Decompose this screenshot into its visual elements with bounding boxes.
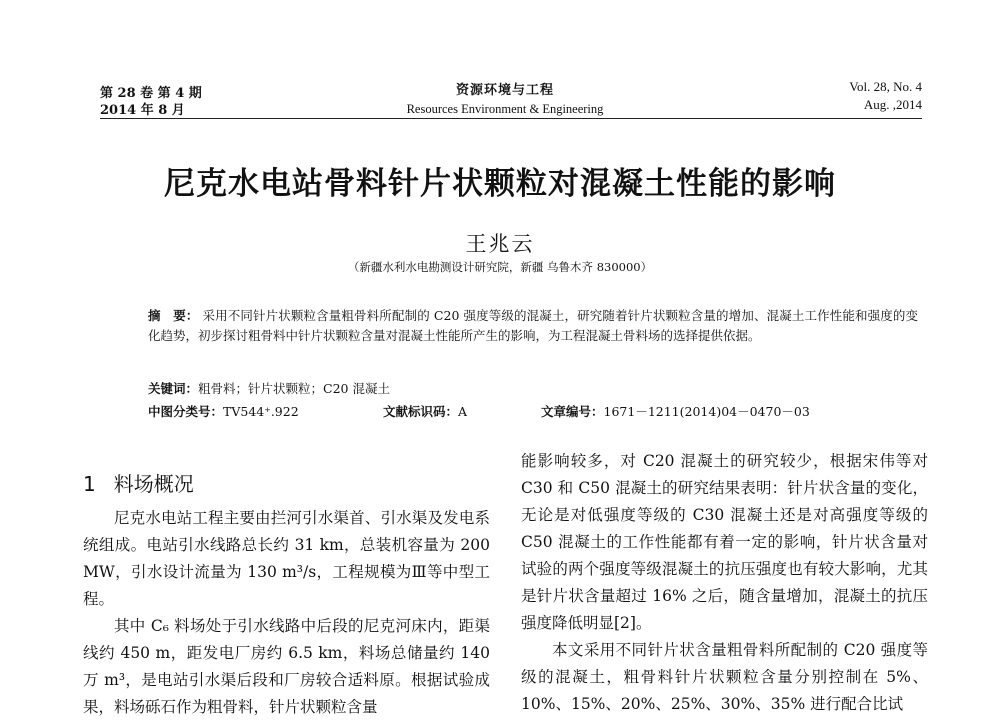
- date-en: Aug. ,2014: [863, 97, 922, 112]
- doc-code-label: 文献标识码：: [383, 404, 459, 419]
- paragraph: 其中 C₆ 料场处于引水线路中后段的尼克河床内，距渠线约 450 m，距发电厂房约 6.5 km，料场总储量约 140 万 m³，是电站引水渠后段和厂房较合适料原。根据试验成果，料场砾石作为粗骨料，针片状颗粒含量: [83, 617, 490, 716]
- abstract-text: 采用不同针片状颗粒含量粗骨料所配制的 C20 强度等级的混凝土，研究随着针片状颗粒含量的增加、混凝土工作性能和强度的变化趋势，初步探讨粗骨料中针片状颗粒含量对混凝土性能所产生的影响，为工程混凝土骨料场的选择提供依据。: [148, 308, 918, 343]
- keywords-label: 关键词：: [148, 381, 199, 396]
- clc-label: 中图分类号：: [148, 404, 224, 419]
- section-title: 料场概况: [113, 472, 194, 496]
- doc-code-value: A: [458, 404, 468, 419]
- paragraph: 能影响较多，对 C20 混凝土的研究较少，根据宋伟等对 C30 和 C50 混凝土的研究结果表明：针片状含量的变化，无论是对低强度等级的 C30 混凝土还是对高强度等级的 C50 混凝土的工作性能都有着一定的影响，针片状含量对试验的两个强度等级混凝土的抗压强度也有较大影响，尤其是针片状含量超过 16% 之后，随含量增加，混凝土的抗压强度降低明显[2]。: [521, 452, 928, 632]
- abstract: [148, 306, 918, 346]
- keywords-text: 粗骨料；针片状颗粒；C20 混凝土: [198, 381, 390, 396]
- article-no-label: 文章编号：: [541, 404, 604, 419]
- author-affiliation: （新疆水利水电勘测设计研究院，新疆 乌鲁木齐 830000）: [347, 260, 653, 274]
- paragraph: 本文采用不同针片状含量粗骨料所配制的 C20 强度等级的混凝土，粗骨料针片状颗粒含量分别控制在 5%、10%、15%、20%、25%、30%、35% 进行配合比试: [521, 641, 928, 713]
- article-number: [541, 402, 810, 420]
- clc-number: [148, 402, 299, 420]
- issue-info-en: [800, 78, 922, 114]
- volume-en: Vol. 28, No. 4: [849, 79, 922, 94]
- keywords: [148, 379, 390, 397]
- issue-volume: 第 28 卷 第 4 期: [100, 86, 202, 101]
- right-column: [521, 448, 928, 718]
- header-rule: [100, 118, 922, 119]
- journal-name-cn: 资源环境与工程: [455, 83, 554, 98]
- article-no-value: 1671－1211(2014)04－0470－03: [603, 404, 810, 419]
- journal-name-en: Resources Environment & Engineering: [406, 102, 604, 116]
- clc-value: TV544⁺.922: [223, 404, 299, 419]
- journal-name: [385, 82, 625, 118]
- article-author: 王兆云: [465, 232, 535, 256]
- issue-date: 2014 年 8 月: [100, 103, 185, 118]
- paragraph: 尼克水电站工程主要由拦河引水渠首、引水渠及发电系统组成。电站引水线路总长约 31 km，总装机容量为 200 MW，引水设计流量为 130 m³/s，工程规模为Ⅲ等中型工程。: [83, 509, 490, 608]
- document-code: [383, 402, 467, 420]
- article-title: 尼克水电站骨料针片状颗粒对混凝土性能的影响: [164, 166, 836, 202]
- left-column: [83, 505, 490, 721]
- section-heading: [83, 468, 194, 497]
- issue-info: [100, 85, 202, 119]
- abstract-label: 摘 要：: [148, 308, 199, 323]
- section-number: 1: [83, 472, 96, 496]
